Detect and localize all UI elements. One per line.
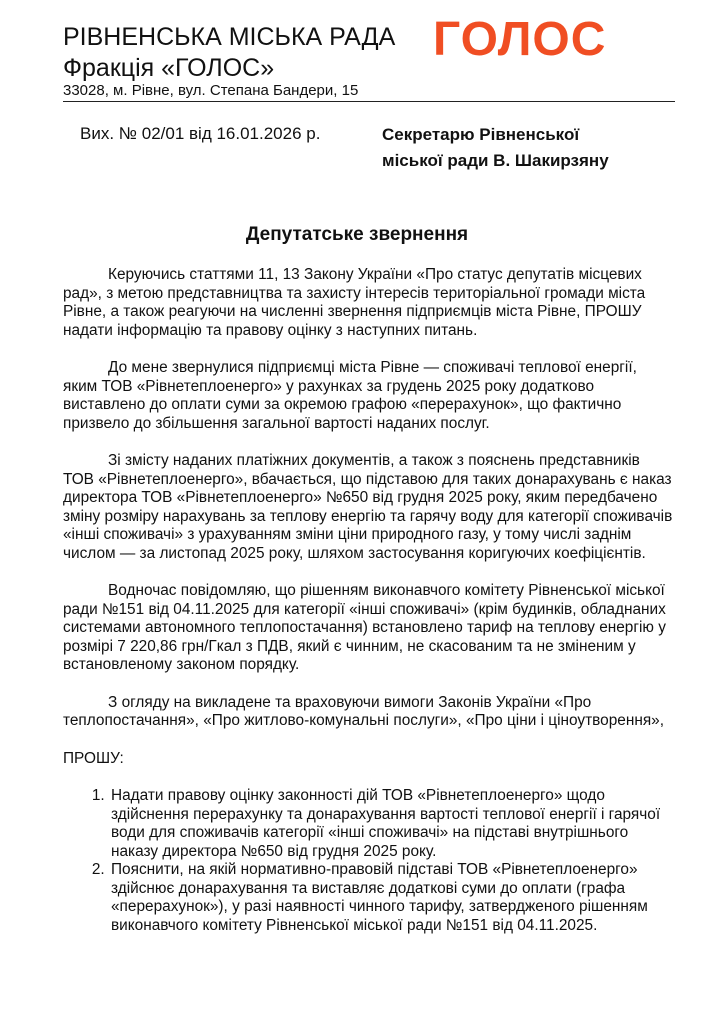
addressee-block xyxy=(382,122,609,174)
request-label: ПРОШУ: xyxy=(63,749,124,767)
faction-name: Фракція «ГОЛОС» xyxy=(63,54,275,82)
outgoing-number: Вих. № 02/01 від 16.01.2026 р. xyxy=(80,124,321,143)
request-item: 2. Пояснити, на якій нормативно-правовій підставі ТОВ «Рівнетеплоенерго» здійснює донарахування та виставляє додаткові суми до оплати (графа «перерахунок»), у разі наявності чинного тарифу, затвердженого рішенням виконавчого комітету Рівненської міської ради №151 від 04.11.2025. xyxy=(109,861,675,935)
organization-header xyxy=(63,22,395,84)
document-title: Депутатське звернення xyxy=(245,224,469,245)
request-list xyxy=(63,787,675,935)
golos-logo: ГОЛОС xyxy=(433,13,607,66)
body-paragraph: Водночас повідомляю, що рішенням виконавчого комітету Рівненської міської ради №151 від 04.11.2025 для категорії «інші споживачі» (крім будинків, обладнаних системами автономного теплопостачання) встановлено тариф на теплову енергію у розмірі 7 220,86 грн/Гкал з ПДВ, який є чинним, не скасованим та не зміненим у встановленому законом порядку. xyxy=(63,582,666,673)
document-body xyxy=(63,266,675,935)
body-paragraph: До мене звернулися підприємці міста Рівне — споживачі теплової енергії, яким ТОВ «Рівнетеплоенерго» у рахунках за грудень 2025 року додатково виставлено до оплати суми за окремою графою «перерахунок», що фактично призвело до збільшення загальної вартості наданих послуг. xyxy=(63,359,637,432)
council-address: 33028, м. Рівне, вул. Степана Бандери, 15 xyxy=(63,82,675,102)
body-paragraph: Керуючись статтями 11, 13 Закону України «Про статус депутатів місцевих рад», з метою представництва та захисту інтересів територіальної громади міста Рівне, а також реагуючи на численні звернення підприємців міста Рівне, ПРОШУ надати інформацію та правову оцінку з наступних питань. xyxy=(63,266,646,339)
body-paragraph: З огляду на викладене та враховуючи вимоги Законів України «Про теплопостачання», «Про житлово-комунальні послуги», «Про ціни і ціноутворення», xyxy=(63,693,665,729)
body-paragraph: Зі змісту наданих платіжних документів, а також з пояснень представників ТОВ «Рівнетеплоенерго», вбачається, що підставою для таких донарахувань є наказ директора ТОВ «Рівнетеплоенерго» №650 від грудня 2025 року, яким передбачено зміну розміру нарахувань за теплову енергію та гарячу воду для категорії споживачів «інші споживачі» з урахуванням зміни ціни природного газу, у тому числі заднім числом — за листопад 2025 року, шляхом застосування коригуючих коефіцієнтів. xyxy=(63,452,673,562)
request-item: 1. Надати правову оцінку законності дій ТОВ «Рівнетеплоенерго» щодо здійснення перерахунку та донарахування вартості теплової енергії і гарячої води для споживачів категорії «інші споживачі» на підставі внутрішнього наказу директора №650 від грудня 2025 року. xyxy=(109,787,675,861)
council-name: РІВНЕНСЬКА МІСЬКА РАДА xyxy=(63,23,396,51)
addressee-line: Секретарю Рівненської xyxy=(382,125,580,144)
addressee-line: міської ради В. Шакирзяну xyxy=(382,151,609,170)
